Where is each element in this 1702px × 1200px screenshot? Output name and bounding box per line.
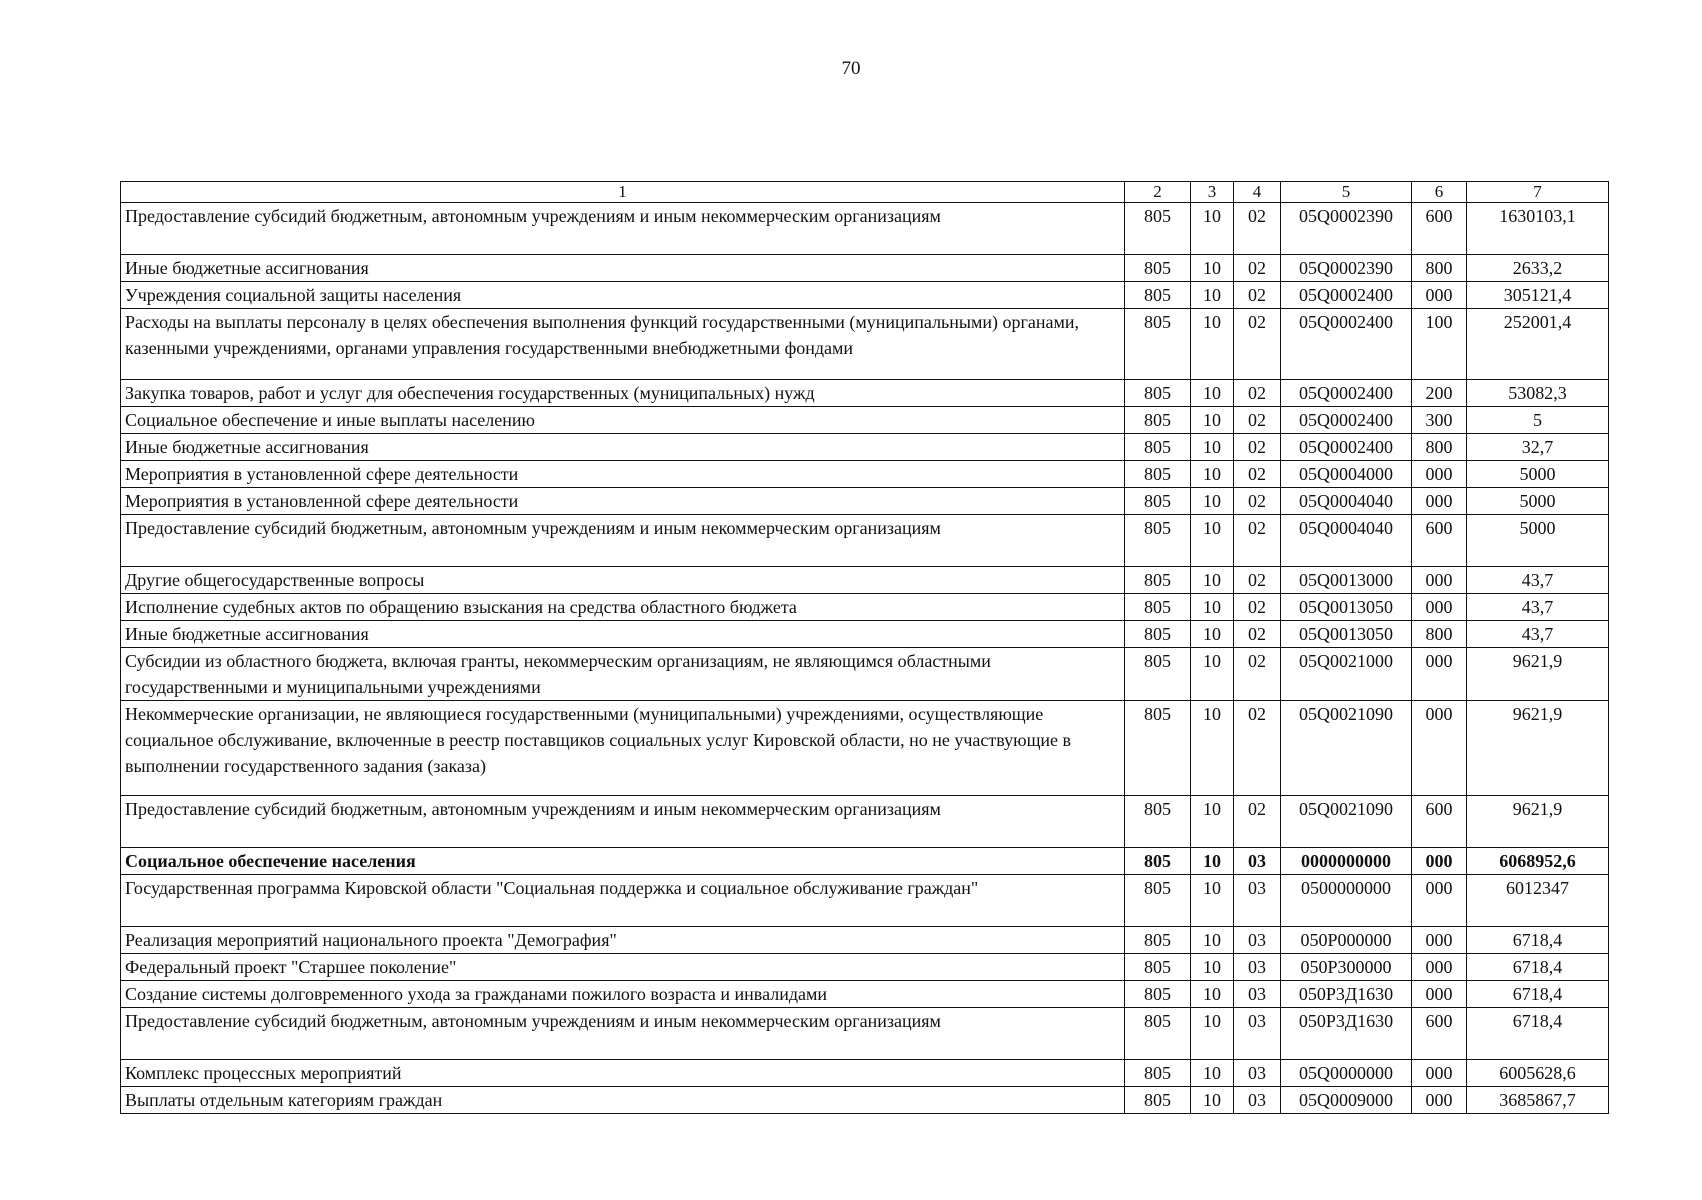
table-row xyxy=(121,1060,1609,1087)
row-code-2: 805 xyxy=(1125,621,1191,648)
column-header: 7 xyxy=(1467,182,1609,203)
row-name: Иные бюджетные ассигнования xyxy=(121,621,1125,648)
table-row xyxy=(121,701,1609,796)
row-code-5: 05Q0013000 xyxy=(1281,567,1412,594)
row-code-6: 800 xyxy=(1412,434,1467,461)
table-row xyxy=(121,203,1609,255)
row-amount: 6012347 xyxy=(1467,875,1609,927)
row-amount: 5000 xyxy=(1467,461,1609,488)
row-code-3: 10 xyxy=(1191,1008,1234,1060)
row-code-4: 02 xyxy=(1234,621,1281,648)
row-code-3: 10 xyxy=(1191,701,1234,796)
row-code-2: 805 xyxy=(1125,796,1191,848)
row-code-2: 805 xyxy=(1125,875,1191,927)
column-header: 4 xyxy=(1234,182,1281,203)
row-code-5: 05Q0009000 xyxy=(1281,1087,1412,1114)
row-code-3: 10 xyxy=(1191,461,1234,488)
row-code-5: 05Q0002400 xyxy=(1281,407,1412,434)
table-row xyxy=(121,282,1609,309)
row-code-4: 03 xyxy=(1234,875,1281,927)
row-amount: 9621,9 xyxy=(1467,648,1609,701)
table-row xyxy=(121,407,1609,434)
row-code-6: 100 xyxy=(1412,309,1467,380)
row-code-6: 000 xyxy=(1412,648,1467,701)
row-code-2: 805 xyxy=(1125,515,1191,567)
row-code-4: 02 xyxy=(1234,594,1281,621)
row-code-5: 0500000000 xyxy=(1281,875,1412,927)
row-code-3: 10 xyxy=(1191,380,1234,407)
row-amount: 252001,4 xyxy=(1467,309,1609,380)
row-name: Предоставление субсидий бюджетным, автономным учреждениям и иным некоммерческим организациям xyxy=(121,515,1125,567)
row-amount: 3685867,7 xyxy=(1467,1087,1609,1114)
row-code-4: 02 xyxy=(1234,203,1281,255)
row-code-3: 10 xyxy=(1191,594,1234,621)
table-row xyxy=(121,981,1609,1008)
row-code-3: 10 xyxy=(1191,875,1234,927)
row-name: Социальное обеспечение и иные выплаты населению xyxy=(121,407,1125,434)
row-code-6: 000 xyxy=(1412,282,1467,309)
row-code-3: 10 xyxy=(1191,309,1234,380)
row-code-3: 10 xyxy=(1191,255,1234,282)
table-row xyxy=(121,515,1609,567)
row-name: Мероприятия в установленной сфере деятельности xyxy=(121,461,1125,488)
row-amount: 6718,4 xyxy=(1467,981,1609,1008)
row-code-4: 02 xyxy=(1234,701,1281,796)
row-code-4: 02 xyxy=(1234,380,1281,407)
row-name: Мероприятия в установленной сфере деятельности xyxy=(121,488,1125,515)
page-number: 70 xyxy=(841,58,861,79)
row-code-4: 02 xyxy=(1234,461,1281,488)
row-code-3: 10 xyxy=(1191,981,1234,1008)
row-amount: 9621,9 xyxy=(1467,796,1609,848)
row-code-6: 300 xyxy=(1412,407,1467,434)
row-code-6: 000 xyxy=(1412,594,1467,621)
row-code-4: 02 xyxy=(1234,255,1281,282)
row-code-4: 02 xyxy=(1234,488,1281,515)
row-code-6: 600 xyxy=(1412,203,1467,255)
row-name: Предоставление субсидий бюджетным, автономным учреждениям и иным некоммерческим организациям xyxy=(121,796,1125,848)
row-amount: 6718,4 xyxy=(1467,1008,1609,1060)
column-header: 6 xyxy=(1412,182,1467,203)
row-code-5: 050P000000 xyxy=(1281,927,1412,954)
table-row xyxy=(121,1008,1609,1060)
table-row xyxy=(121,954,1609,981)
row-name: Иные бюджетные ассигнования xyxy=(121,255,1125,282)
row-code-2: 805 xyxy=(1125,981,1191,1008)
row-code-5: 05Q0000000 xyxy=(1281,1060,1412,1087)
row-name: Учреждения социальной защиты населения xyxy=(121,282,1125,309)
row-code-3: 10 xyxy=(1191,515,1234,567)
row-code-5: 050P300000 xyxy=(1281,954,1412,981)
row-code-4: 03 xyxy=(1234,848,1281,875)
row-code-6: 600 xyxy=(1412,515,1467,567)
row-code-6: 000 xyxy=(1412,1060,1467,1087)
row-code-2: 805 xyxy=(1125,282,1191,309)
row-code-3: 10 xyxy=(1191,282,1234,309)
row-code-4: 02 xyxy=(1234,515,1281,567)
row-amount: 1630103,1 xyxy=(1467,203,1609,255)
row-code-3: 10 xyxy=(1191,434,1234,461)
row-code-4: 02 xyxy=(1234,407,1281,434)
row-code-6: 000 xyxy=(1412,981,1467,1008)
table-row xyxy=(121,255,1609,282)
row-amount: 6068952,6 xyxy=(1467,848,1609,875)
row-code-6: 000 xyxy=(1412,927,1467,954)
row-code-3: 10 xyxy=(1191,848,1234,875)
row-name: Федеральный проект "Старшее поколение" xyxy=(121,954,1125,981)
row-code-6: 600 xyxy=(1412,796,1467,848)
row-amount: 5000 xyxy=(1467,515,1609,567)
row-code-2: 805 xyxy=(1125,255,1191,282)
row-name: Исполнение судебных актов по обращению взыскания на средства областного бюджета xyxy=(121,594,1125,621)
row-code-2: 805 xyxy=(1125,594,1191,621)
row-code-5: 05Q0004040 xyxy=(1281,488,1412,515)
row-amount: 9621,9 xyxy=(1467,701,1609,796)
row-code-5: 05Q0004040 xyxy=(1281,515,1412,567)
table-row xyxy=(121,380,1609,407)
column-header: 1 xyxy=(121,182,1125,203)
row-name: Субсидии из областного бюджета, включая гранты, некоммерческим организациям, не являющимся областными государственными и муниципальными учреждениями xyxy=(121,648,1125,701)
row-code-3: 10 xyxy=(1191,203,1234,255)
row-name: Некоммерческие организации, не являющиеся государственными (муниципальными) учреждениями, осуществляющие социальное обслуживание, включенные в реестр поставщиков социальных услуг Кировской области, но не участвующие в выполнении государственного задания (заказа) xyxy=(121,701,1125,796)
row-code-2: 805 xyxy=(1125,1087,1191,1114)
row-code-5: 05Q0002390 xyxy=(1281,255,1412,282)
row-code-3: 10 xyxy=(1191,488,1234,515)
row-code-2: 805 xyxy=(1125,927,1191,954)
row-amount: 43,7 xyxy=(1467,567,1609,594)
row-code-5: 05Q0002400 xyxy=(1281,282,1412,309)
row-amount: 5 xyxy=(1467,407,1609,434)
budget-table xyxy=(120,181,1609,1114)
row-amount: 6718,4 xyxy=(1467,954,1609,981)
row-amount: 43,7 xyxy=(1467,594,1609,621)
row-code-4: 02 xyxy=(1234,282,1281,309)
table-row xyxy=(121,796,1609,848)
row-name: Иные бюджетные ассигнования xyxy=(121,434,1125,461)
row-name: Социальное обеспечение населения xyxy=(121,848,1125,875)
row-code-6: 000 xyxy=(1412,701,1467,796)
row-name: Предоставление субсидий бюджетным, автономным учреждениям и иным некоммерческим организациям xyxy=(121,203,1125,255)
row-code-2: 805 xyxy=(1125,488,1191,515)
row-code-6: 000 xyxy=(1412,488,1467,515)
row-code-2: 805 xyxy=(1125,954,1191,981)
row-code-6: 000 xyxy=(1412,1087,1467,1114)
row-amount: 6005628,6 xyxy=(1467,1060,1609,1087)
column-header: 3 xyxy=(1191,182,1234,203)
row-code-2: 805 xyxy=(1125,1008,1191,1060)
row-name: Создание системы долговременного ухода за гражданами пожилого возраста и инвалидами xyxy=(121,981,1125,1008)
row-code-2: 805 xyxy=(1125,309,1191,380)
row-amount: 43,7 xyxy=(1467,621,1609,648)
row-amount: 32,7 xyxy=(1467,434,1609,461)
row-code-2: 805 xyxy=(1125,461,1191,488)
row-name: Выплаты отдельным категориям граждан xyxy=(121,1087,1125,1114)
row-code-5: 05Q0013050 xyxy=(1281,621,1412,648)
row-code-5: 05Q0002400 xyxy=(1281,380,1412,407)
row-code-4: 03 xyxy=(1234,1060,1281,1087)
row-code-6: 000 xyxy=(1412,875,1467,927)
row-amount: 53082,3 xyxy=(1467,380,1609,407)
row-code-4: 03 xyxy=(1234,1087,1281,1114)
row-code-3: 10 xyxy=(1191,407,1234,434)
row-code-5: 050P3Д1630 xyxy=(1281,981,1412,1008)
row-code-3: 10 xyxy=(1191,927,1234,954)
row-code-5: 05Q0002390 xyxy=(1281,203,1412,255)
row-code-2: 805 xyxy=(1125,648,1191,701)
row-code-6: 000 xyxy=(1412,567,1467,594)
row-code-3: 10 xyxy=(1191,796,1234,848)
table-row xyxy=(121,434,1609,461)
row-code-2: 805 xyxy=(1125,701,1191,796)
row-code-3: 10 xyxy=(1191,621,1234,648)
row-code-4: 02 xyxy=(1234,567,1281,594)
row-name: Расходы на выплаты персоналу в целях обеспечения выполнения функций государственными (муниципальными) органами, казенными учреждениями, органами управления государственными внебюджетными фондами xyxy=(121,309,1125,380)
table-row xyxy=(121,1087,1609,1114)
row-amount: 305121,4 xyxy=(1467,282,1609,309)
row-code-4: 02 xyxy=(1234,796,1281,848)
table-row xyxy=(121,875,1609,927)
row-code-4: 02 xyxy=(1234,434,1281,461)
row-code-5: 05Q0002400 xyxy=(1281,434,1412,461)
row-code-5: 05Q0021090 xyxy=(1281,701,1412,796)
table-header-row xyxy=(121,182,1609,203)
row-code-4: 03 xyxy=(1234,981,1281,1008)
row-code-2: 805 xyxy=(1125,434,1191,461)
row-code-3: 10 xyxy=(1191,567,1234,594)
row-code-5: 05Q0004000 xyxy=(1281,461,1412,488)
row-code-6: 000 xyxy=(1412,848,1467,875)
row-code-2: 805 xyxy=(1125,567,1191,594)
table-row xyxy=(121,594,1609,621)
row-code-3: 10 xyxy=(1191,1087,1234,1114)
row-code-4: 03 xyxy=(1234,927,1281,954)
table-body xyxy=(121,203,1609,1114)
row-amount: 2633,2 xyxy=(1467,255,1609,282)
row-code-2: 805 xyxy=(1125,848,1191,875)
table-row xyxy=(121,567,1609,594)
row-name: Государственная программа Кировской области "Социальная поддержка и социальное обслуживание граждан" xyxy=(121,875,1125,927)
table-row xyxy=(121,461,1609,488)
table-row xyxy=(121,848,1609,875)
row-code-5: 05Q0021000 xyxy=(1281,648,1412,701)
row-code-4: 03 xyxy=(1234,1008,1281,1060)
row-code-5: 050P3Д1630 xyxy=(1281,1008,1412,1060)
row-code-6: 200 xyxy=(1412,380,1467,407)
table-row xyxy=(121,309,1609,380)
row-code-2: 805 xyxy=(1125,203,1191,255)
row-name: Комплекс процессных мероприятий xyxy=(121,1060,1125,1087)
row-code-2: 805 xyxy=(1125,380,1191,407)
row-name: Предоставление субсидий бюджетным, автономным учреждениям и иным некоммерческим организациям xyxy=(121,1008,1125,1060)
row-code-3: 10 xyxy=(1191,1060,1234,1087)
row-amount: 5000 xyxy=(1467,488,1609,515)
column-header: 5 xyxy=(1281,182,1412,203)
row-code-4: 03 xyxy=(1234,954,1281,981)
row-code-6: 000 xyxy=(1412,954,1467,981)
row-code-5: 05Q0013050 xyxy=(1281,594,1412,621)
row-code-5: 05Q0021090 xyxy=(1281,796,1412,848)
row-code-3: 10 xyxy=(1191,954,1234,981)
table-row xyxy=(121,621,1609,648)
row-code-2: 805 xyxy=(1125,1060,1191,1087)
row-code-4: 02 xyxy=(1234,309,1281,380)
row-code-6: 800 xyxy=(1412,255,1467,282)
row-name: Закупка товаров, работ и услуг для обеспечения государственных (муниципальных) нужд xyxy=(121,380,1125,407)
table-row xyxy=(121,927,1609,954)
row-code-2: 805 xyxy=(1125,407,1191,434)
row-code-3: 10 xyxy=(1191,648,1234,701)
row-name: Другие общегосударственные вопросы xyxy=(121,567,1125,594)
row-code-5: 05Q0002400 xyxy=(1281,309,1412,380)
column-header: 2 xyxy=(1125,182,1191,203)
row-code-6: 000 xyxy=(1412,461,1467,488)
row-code-5: 0000000000 xyxy=(1281,848,1412,875)
row-code-6: 800 xyxy=(1412,621,1467,648)
row-code-6: 600 xyxy=(1412,1008,1467,1060)
table-row xyxy=(121,488,1609,515)
table-row xyxy=(121,648,1609,701)
row-code-4: 02 xyxy=(1234,648,1281,701)
row-amount: 6718,4 xyxy=(1467,927,1609,954)
row-name: Реализация мероприятий национального проекта "Демография" xyxy=(121,927,1125,954)
